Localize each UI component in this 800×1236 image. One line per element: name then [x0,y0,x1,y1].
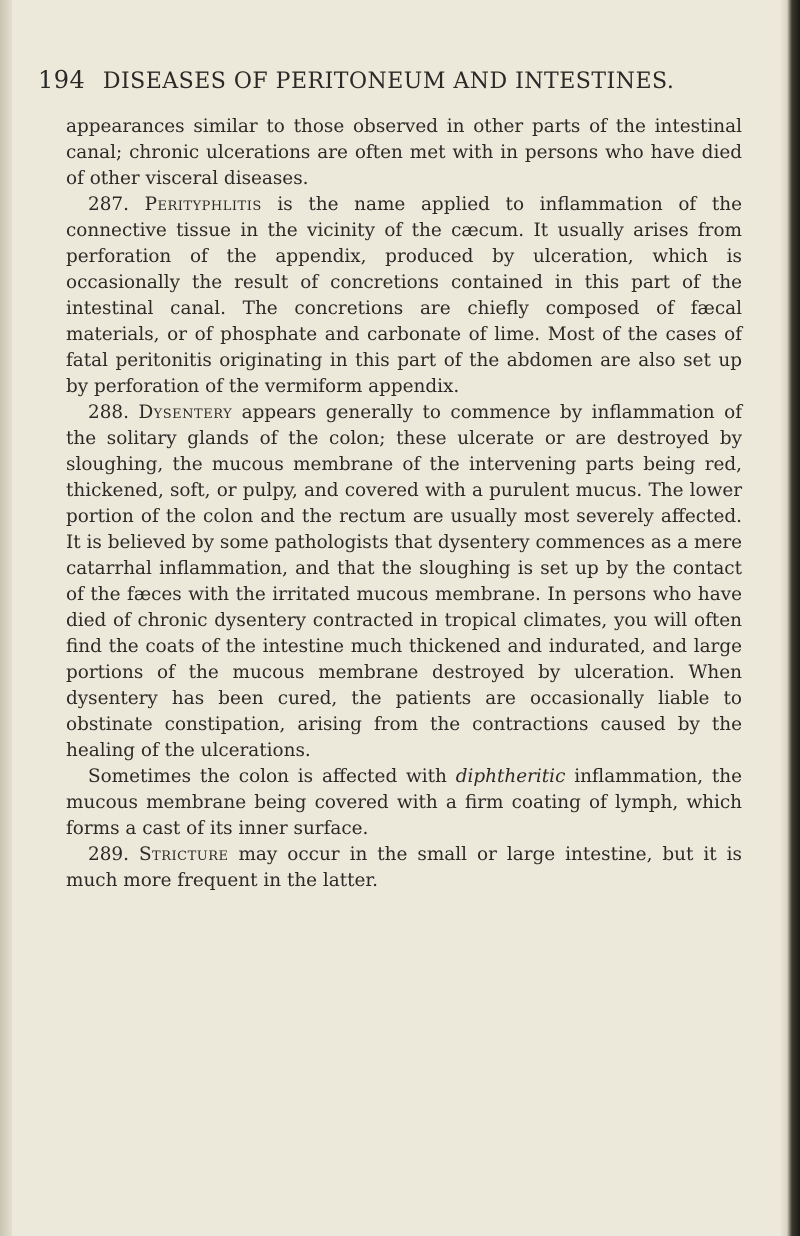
header-title: DISEASES OF PERITONEUM AND INTESTINES. [102,69,675,94]
section-number: 288. [88,402,129,423]
italic-term: diphtheritic [455,766,566,787]
section-number: 287. [88,194,129,215]
paragraph-text: inflammation, the mucous membrane being covered with a firm coating of lymph, which forms a cast of its inner surface. [66,766,742,839]
paragraph-diphtheritic [66,764,742,842]
paragraph-continued [66,114,742,192]
paragraph-text: is the name applied to inflammation of the connective tissue in the vicinity of the cæcum. It usually arises from perforation of the appendix, produced by ulceration, which is occasionally the result of concretions contained in this part of the intestinal canal. The concretions are chiefly composed of fæcal materials, or of phosphate and carbonate of lime. Most of the cases of fatal peritonitis originating in this part of the abdomen are also set up by perforation of the vermiform appendix. [66,194,742,397]
section-heading: Dysentery [138,402,233,423]
paragraph-text: appears generally to commence by inflammation of the solitary glands of the colon; these ulcerate or are destroyed by sloughing, the mucous membrane of the intervening parts being red, thickened, soft, or pulpy, and covered with a purulent mucus. The lower portion of the colon and the rectum are usually most severely affected. It is believed by some pathologists that dysentery commences as a mere catarrhal inflammation, and that the sloughing is set up by the contact of the fæces with the irritated mucous membrane. In persons who have died of chronic dysentery contracted in tropical climates, you will often find the coats of the intestine much thickened and indurated, and large portions of the mucous membrane destroyed by ulceration. When dysentery has been cured, the patients are occasionally liable to obstinate constipation, arising from the contractions caused by the healing of the ulcerations. [66,402,742,761]
paragraph-text: Sometimes the colon is affected with [88,766,456,787]
page-number: 194 [38,66,86,94]
paragraph-289 [66,842,742,894]
section-number: 289. [88,844,129,865]
paragraph-288 [66,400,742,764]
paragraph-287 [66,192,742,400]
body-text [66,114,742,894]
paragraph-text: appearances similar to those observed in other parts of the intestinal canal; chronic ulcerations are often met with in persons who have died of other visceral diseases. [66,116,742,189]
paragraph-text: may occur in the small or large intestine, but it is much more frequent in the latter. [66,844,742,891]
section-heading: Stricture [138,844,229,865]
page-edge-shadow [780,0,800,1236]
page-gutter-shadow [0,0,12,1236]
section-heading: Perityphlitis [144,194,262,215]
running-header [38,66,768,94]
